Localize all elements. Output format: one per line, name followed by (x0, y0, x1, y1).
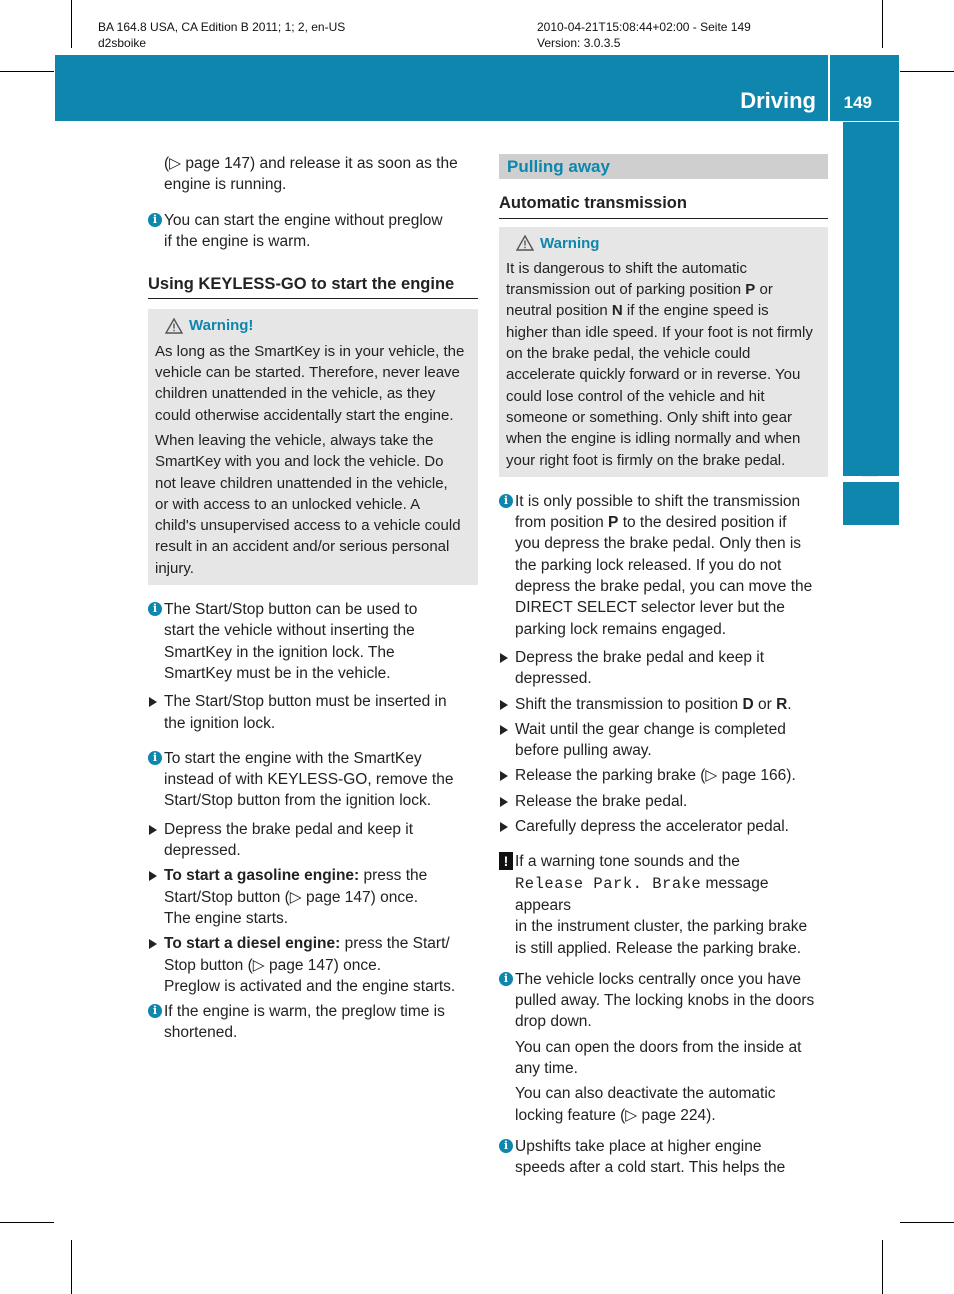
crop-mark (882, 1240, 883, 1294)
continued-text: (▷ page 147) and release it as soon as the engine is running. (164, 155, 458, 194)
info-icon: i (499, 494, 513, 508)
header-band (55, 55, 899, 121)
info-note: i It is only possible to shift the transmission from position P to the desired position if you depress the brake pedal. Only then is the parking lock released. If you do not depress the brake pedal, you can move the DIRECT SELECT selector lever but the parking lock remains engaged. (499, 491, 828, 640)
subsection-heading: Using KEYLESS-GO to start the engine (148, 274, 478, 299)
warning-title: Warning! (189, 317, 254, 335)
warning-header (165, 315, 471, 336)
info-icon: i (148, 602, 162, 616)
section-bar: Pulling away (499, 154, 828, 179)
step-item: Wait until the gear change is completed before pulling away. (499, 719, 828, 762)
info-icon: i (148, 1004, 162, 1018)
crop-mark (71, 1240, 72, 1294)
meta-version: Version: 3.0.3.5 (537, 36, 621, 50)
warning-triangle-icon (516, 235, 534, 251)
crop-mark (0, 1222, 54, 1223)
step-arrow-icon (500, 771, 508, 781)
section-title: Driving (740, 88, 816, 113)
crop-mark (900, 71, 954, 72)
step-arrow-icon (149, 697, 157, 707)
step-item: Shift the transmission to position D or R. (499, 694, 828, 715)
left-column (148, 153, 478, 1044)
crop-mark (882, 0, 883, 48)
info-icon: i (148, 213, 162, 227)
warning-box: Warning It is dangerous to shift the automatic transmission out of parking position P or neutral position N if the engine speed is higher than idle speed. If your foot is not firmly on the brake pedal, the vehicle could accelerate quickly forward or in reverse. You could lose control of the vehicle and hit someone or something. Only shift into gear when the engine is idling normally and when your right foot is firmly on the brake pedal. (499, 227, 828, 477)
warning-box: Warning! As long as the SmartKey is in your vehicle, the vehicle can be started. Therefore, never leave children unattended in the vehicle, as they could otherwise accidentally start the engine. When leaving the vehicle, always take the SmartKey with you and lock the vehicle. Do not leave children unattended in the vehicle, or with access to an unlocked vehicle. A child's unsupervised access to a vehicle could result in an accident and/or serious personal injury. (148, 309, 478, 585)
right-column (499, 154, 828, 1178)
meta-author: d2sboike (98, 36, 147, 50)
info-note: i The vehicle locks centrally once you have pulled away. The locking knobs in the doors drop down. You can open the doors from the inside at any time. You can also deactivate the automatic locking feature (▷ page 224). (499, 969, 828, 1126)
info-note: i The Start/Stop button can be used to start the vehicle without inserting the SmartKey in the ignition lock. The SmartKey must be in the vehicle. (148, 599, 478, 684)
step-item: Depress the brake pedal and keep it depressed. (148, 819, 478, 862)
step-arrow-icon (149, 871, 157, 881)
crop-mark (71, 0, 72, 48)
step-item: Release the parking brake (▷ page 166). (499, 765, 828, 786)
info-note: i To start the engine with the SmartKey instead of with KEYLESS-GO, remove the Start/Stop button from the ignition lock. (148, 748, 478, 812)
crop-mark (900, 1222, 954, 1223)
meta-timestamp: 2010-04-21T15:08:44+02:00 - Seite 149 (537, 20, 751, 34)
subsection-heading: Automatic transmission (499, 193, 828, 218)
step-item: The Start/Stop button must be inserted in the ignition lock. (148, 691, 478, 734)
page-number: 149 (843, 93, 872, 112)
step-arrow-icon (149, 939, 157, 949)
step-arrow-icon (149, 825, 157, 835)
chapter-tab-label: Driving and parking (857, 252, 884, 478)
step-arrow-icon (500, 725, 508, 735)
info-icon: i (499, 1139, 513, 1153)
info-icon: i (148, 751, 162, 765)
step-arrow-icon (500, 797, 508, 807)
exclamation-icon: ! (499, 852, 513, 870)
crop-mark (0, 71, 54, 72)
step-item: To start a diesel engine: press the Start/ Stop button (▷ page 147) once. Preglow is activated and the engine starts. (148, 933, 478, 997)
print-meta-left (98, 19, 345, 51)
step-item: To start a gasoline engine: press the Start/Stop button (▷ page 147) once. The engine starts. (148, 865, 478, 929)
warning-triangle-icon (165, 318, 183, 334)
info-note: i You can start the engine without preglow if the engine is warm. (148, 210, 478, 253)
print-meta-right (537, 19, 751, 51)
step-arrow-icon (500, 822, 508, 832)
meta-edition: BA 164.8 USA, CA Edition B 2011; 1; 2, en-US (98, 20, 346, 34)
caution-note: ! If a warning tone sounds and the Release Park. Brake message appears in the instrument cluster, the parking brake is still applied. Release the parking brake. (499, 851, 828, 958)
info-note: i Upshifts take place at higher engine speeds after a cold start. This helps the (499, 1136, 828, 1179)
info-note: i If the engine is warm, the preglow time is shortened. (148, 1001, 478, 1044)
step-item: Depress the brake pedal and keep it depressed. (499, 647, 828, 690)
step-arrow-icon (500, 700, 508, 710)
warning-header (516, 233, 821, 254)
step-item: Release the brake pedal. (499, 791, 828, 812)
chapter-tab-marker (843, 482, 899, 525)
info-icon: i (499, 972, 513, 986)
header-divider (828, 55, 830, 121)
warning-title: Warning (540, 234, 600, 252)
step-arrow-icon (500, 653, 508, 663)
step-item: Carefully depress the accelerator pedal. (499, 816, 828, 837)
